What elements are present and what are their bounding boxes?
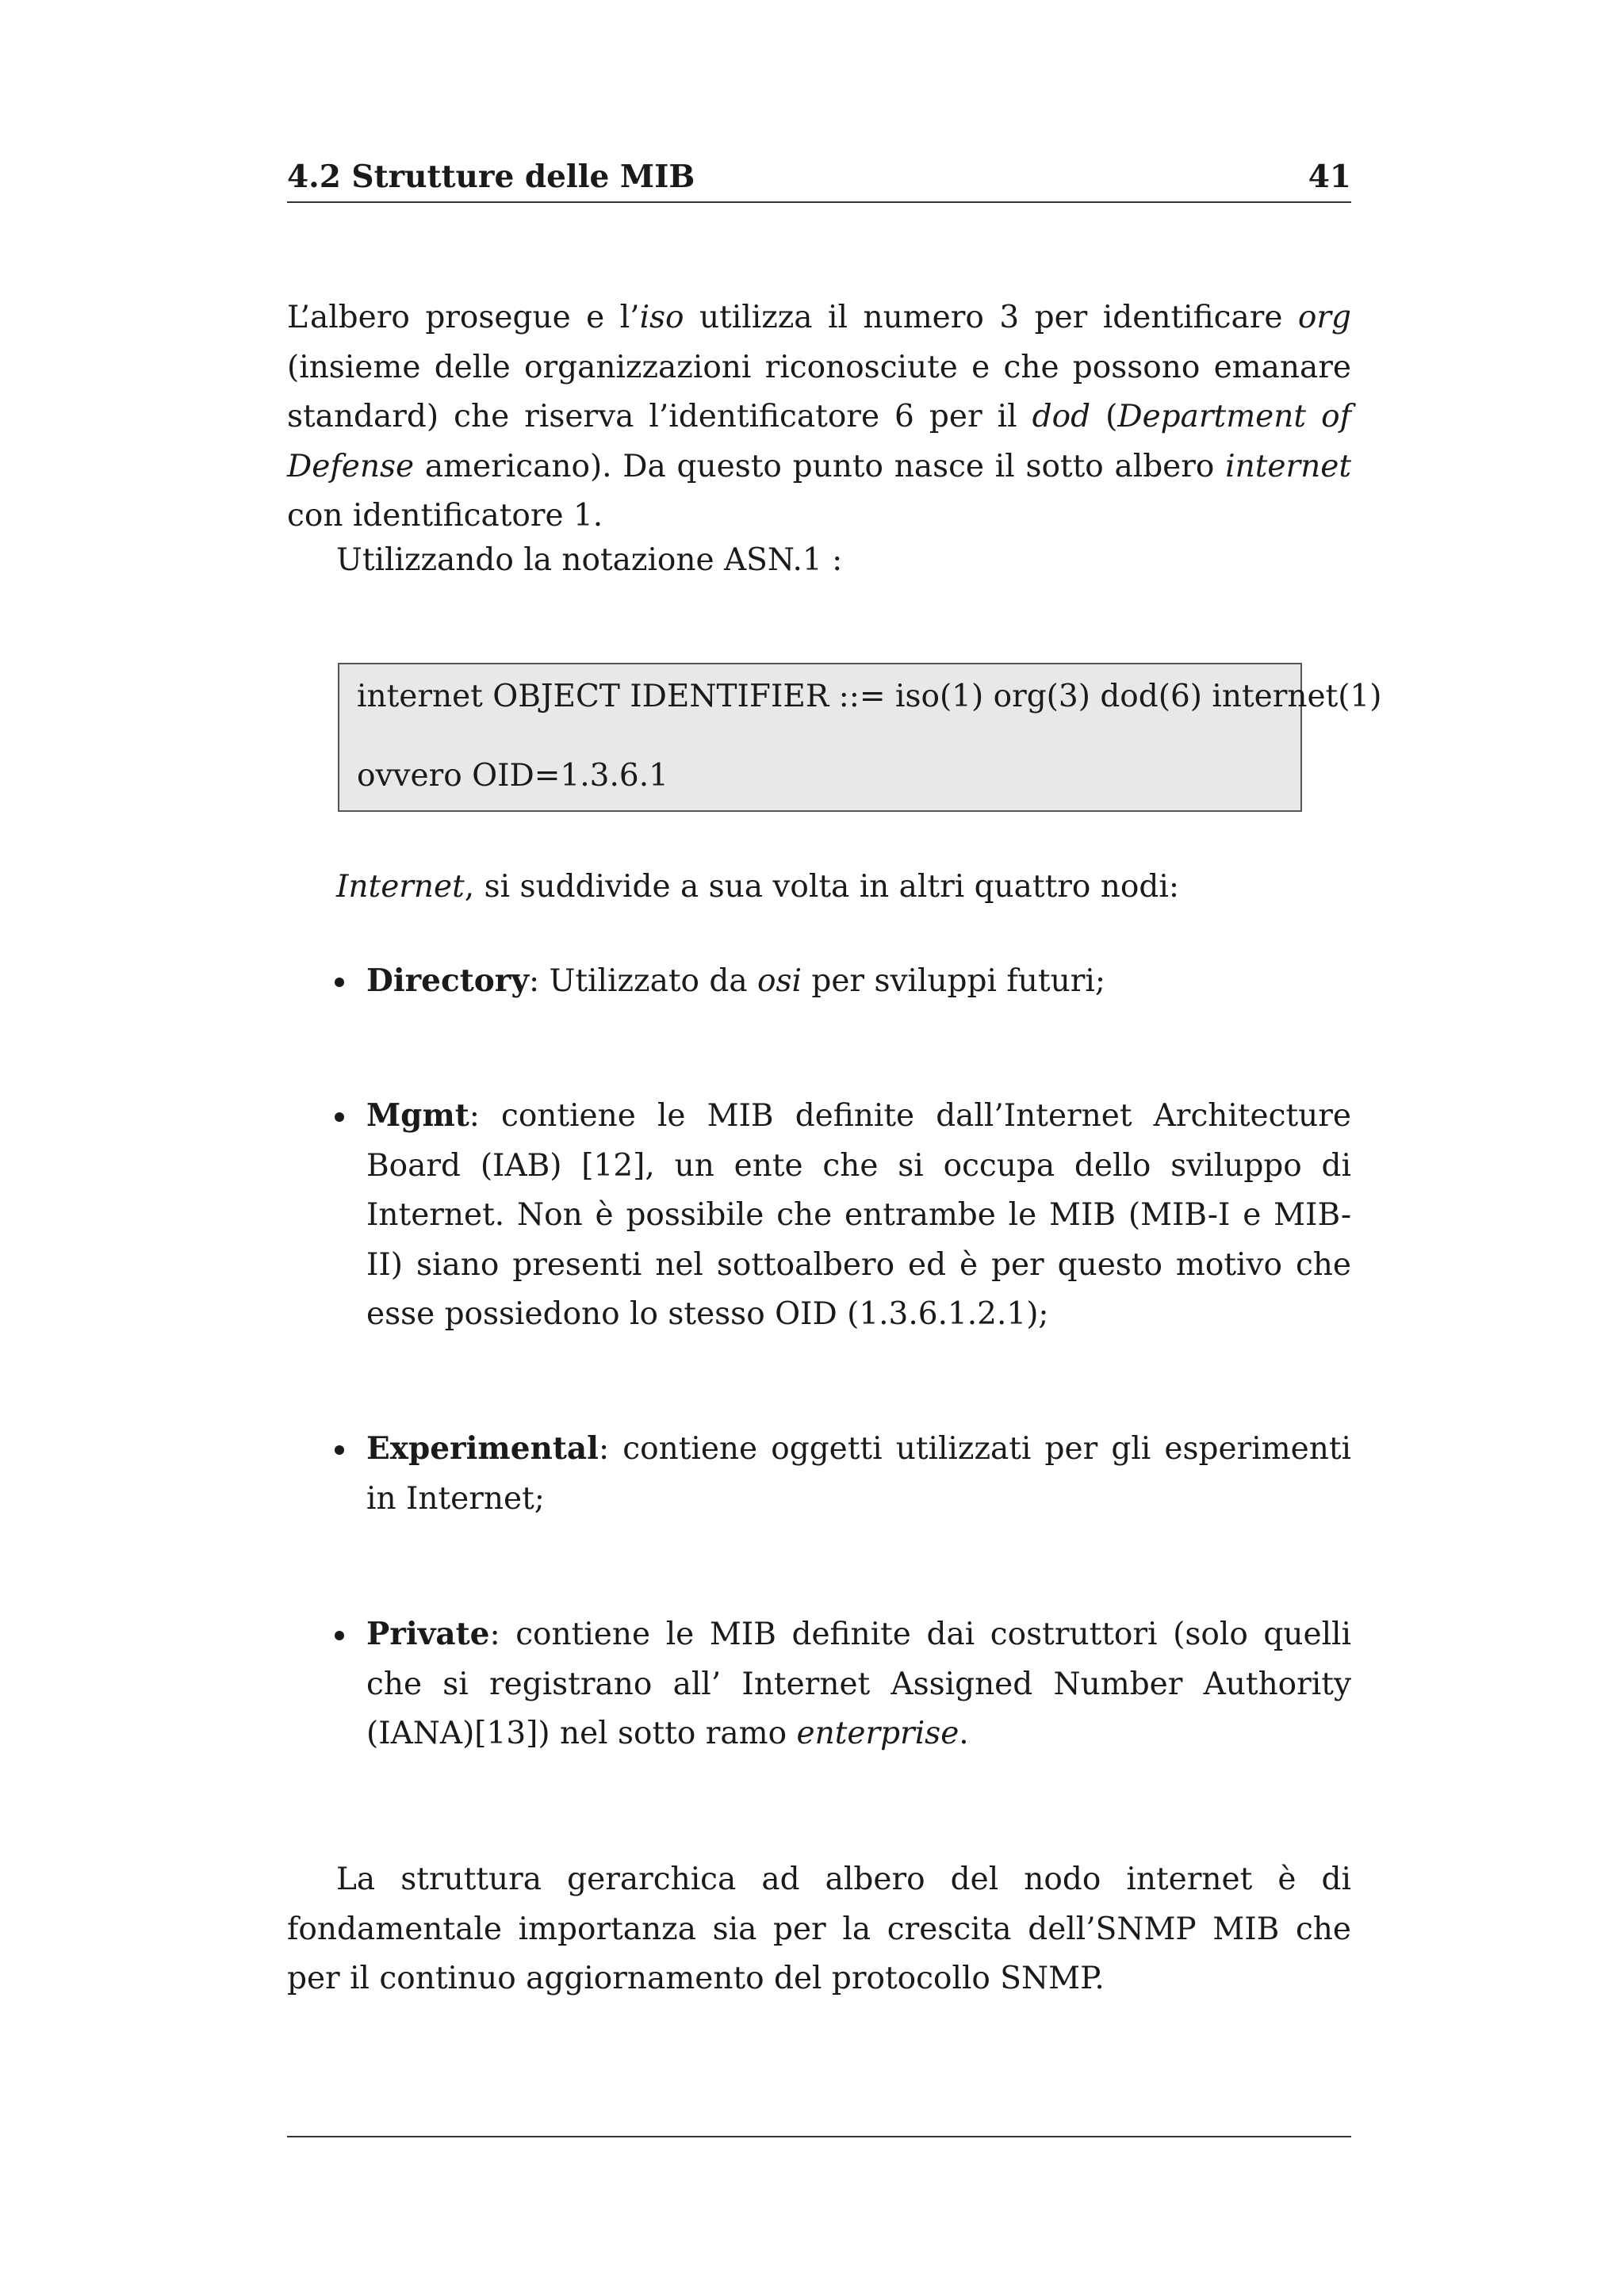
list-item-term: Experimental <box>366 1430 599 1467</box>
code-line-oid: ovvero OID=1.3.6.1 <box>357 758 668 794</box>
closing-paragraph: La struttura gerarchica ad albero del nodo internet è di fondamentale importanza sia per la crescita dell’SNMP MIB che per il continuo aggiornamento del protocollo SNMP. <box>287 1862 1351 1996</box>
list-item-term: Mgmt <box>366 1097 469 1134</box>
bullet-icon <box>335 1631 344 1640</box>
term-iso: iso <box>639 300 684 335</box>
subdivide-paragraph: Internet, si suddivide a sua volta in altri quattro nodi: <box>336 869 1179 905</box>
list-item-term: Private <box>366 1616 490 1652</box>
running-header <box>287 157 1351 203</box>
section-title: 4.2 Strutture delle MIB <box>287 159 695 195</box>
term-org: org <box>1297 300 1351 335</box>
page: 4.2 Strutture delle MIB 41 L’albero prosegue e l’iso utilizza il numero 3 per identificare org (insieme delle organizzazioni riconosciute e che possono emanare standard) che riserva l’identificatore 6 per il dod (Department of Defense americano). Da questo punto nasce il sotto albero internet con identificatore 1. Utilizzando la notazione ASN.1 : internet OBJECT IDENTIFIER ::= iso(1) org(3) dod(6) internet(1) ovvero OID=1.3.6.1 Internet, si suddivide a sua volta in altri quattro nodi: Directory: Utilizzato da osi per sviluppi futuri; Mgmt: contiene le MIB definite dall’Internet Architecture Board (IAB) [12], un ente che si occupa dello sviluppo di Internet. Non è possibile che entrambe le MIB (MIB-I e MIB-II) siano presenti nel sottoalbero ed è per questo motivo che esse possiedono lo stesso OID (1.3.6.1.2.1); Experimental: contiene oggetti utilizzati per gli esperimenti in Internet; Private: contiene le MIB definite dai costruttori (solo quelli che si registrano all’ Internet Assigned Number Authority (IANA)[13]) nel sotto ramo enterprise. La struttura gerarchica ad albero del nodo internet è di fondamentale importanza sia per la crescita dell’SNMP MIB che per il continuo aggiornamento del protocollo SNMP. <box>287 0 1351 2296</box>
bullet-icon <box>335 978 344 987</box>
term-internet-node: Internet <box>336 869 465 905</box>
code-line-object-identifier: internet OBJECT IDENTIFIER ::= iso(1) org(3) dod(6) internet(1) <box>357 679 1382 714</box>
page-number: 41 <box>1308 159 1351 195</box>
term-internet: internet <box>1225 448 1351 484</box>
footer-rule <box>287 2136 1351 2137</box>
intro-paragraph: L’albero prosegue e l’iso utilizza il numero 3 per identificare org (insieme delle organizzazioni riconosciute e che possono emanare standard) che riserva l’identificatore 6 per il dod (Department of Defense americano). Da questo punto nasce il sotto albero internet con identificatore 1. <box>287 300 1351 534</box>
bullet-icon <box>335 1112 344 1122</box>
term-department-of-defense: Department of Defense <box>287 399 1351 484</box>
list-item-term: Directory <box>366 962 529 999</box>
asn-intro-paragraph: Utilizzando la notazione ASN.1 : <box>336 542 843 578</box>
asn-code-box <box>338 663 1382 812</box>
bullet-icon <box>335 1445 344 1455</box>
term-dod: dod <box>1032 399 1091 434</box>
